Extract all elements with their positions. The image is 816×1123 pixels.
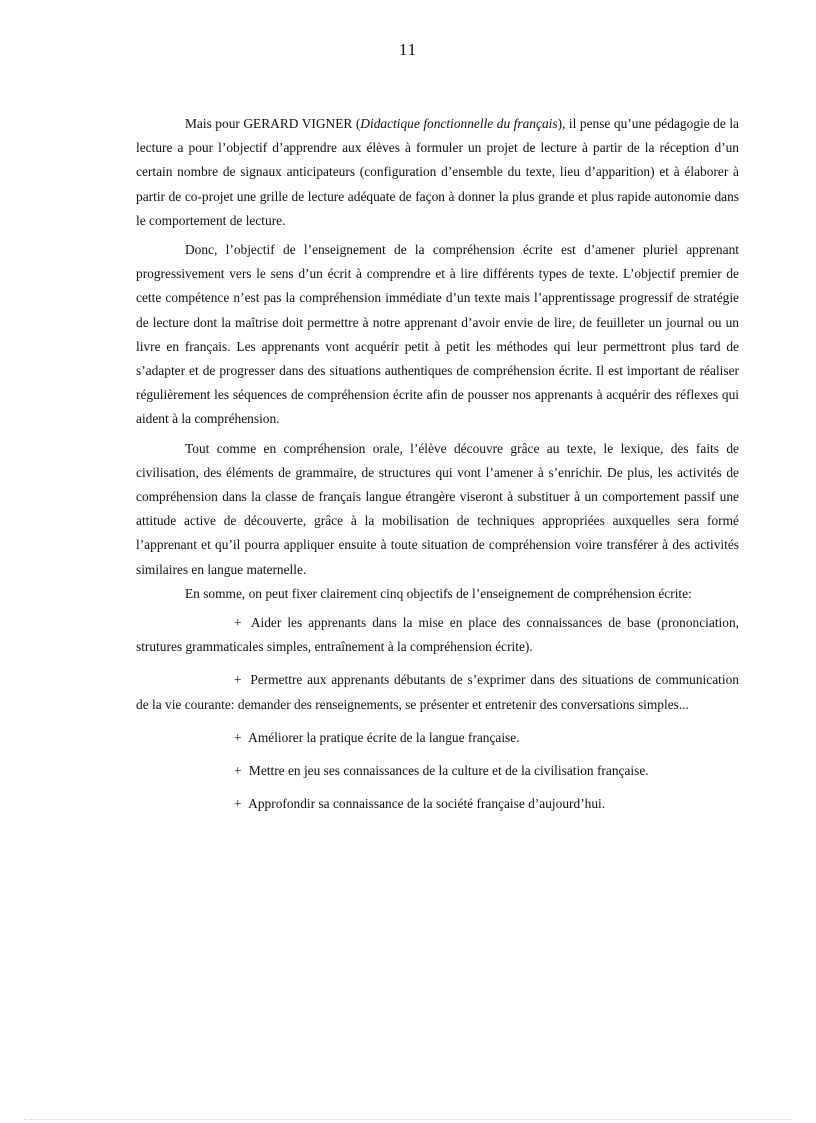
objective-text: Permettre aux apprenants débutants de s’exprimer dans des situations de communication de la vie courante: demander des renseignements, se présenter et entretenir des conversations simples...: [136, 672, 739, 712]
plus-marker: +: [234, 729, 242, 745]
objective-item: [136, 792, 739, 816]
paragraph-oral-comparison: Tout comme en compréhension orale, l’élève découvre grâce au texte, le lexique, des faits de civilisation, des éléments de grammaire, de structures qui vont l’amener à s’enrichir. De plus, les activités de compréhension dans la classe de français langue étrangère viseront à substituer à un comportement passif une attitude active de découverte, grâce à la mobilisation de techniques appropriées auxquelles sera formé l’apprenant et qu’il pourra appliquer ensuite à toute situation de compréhension voire transférer à des activités similaires en langue maternelle.: [136, 440, 739, 577]
objective-item: [136, 759, 739, 783]
page-bottom-divider: [24, 1119, 792, 1120]
paragraph-summary: En somme, on peut fixer clairement cinq objectifs de l’enseignement de compréhension écrite:: [185, 585, 692, 601]
objective-item: [136, 726, 739, 750]
objective-text: Approfondir sa connaissance de la société française d’aujourd’hui.: [248, 796, 606, 812]
objective-text: Améliorer la pratique écrite de la langue française.: [248, 729, 520, 745]
plus-marker: +: [234, 796, 242, 812]
plus-marker: +: [234, 763, 242, 779]
book-title: Didactique fonctionnelle du français: [360, 116, 558, 131]
objective-item: [136, 668, 739, 716]
paragraph-objective: Donc, l’objectif de l’enseignement de la compréhension écrite est d’amener pluriel apprenant progressivement vers le sens d’un écrit à comprendre et à lire différents types de texte. L’objectif premier de cette compétence n’est pas la compréhension immédiate d’un texte mais l’apprentissage progressif de stratégie de lecture dont la maîtrise doit permettre à notre apprenant d’avoir envie de lire, de feuilleter un journal ou un livre en français. Les apprenants vont acquérir petit à petit les méthodes qui leur permettront plus tard de s’adapter et de progresser dans des situations authentiques de compréhension écrite. Il est important de réaliser régulièrement les séquences de compréhension écrite afin de pousser nos apprenants à acquérir des réflexes qui aident à la compréhension.: [136, 242, 739, 427]
page-number: 11: [398, 40, 418, 59]
paragraph-vigner-post: ), il pense qu’une pédagogie de la lecture a pour l’objectif d’apprendre aux élèves à formuler un projet de lecture à partir de la réception d’un certain nombre de signaux anticipateurs (configuration d’ensemble du texte, lieu d’apparition) et à élaborer à partir de co-projet une grille de lecture adéquate de façon à donner la plus grande et plus rapide autonomie dans le comportement de lecture.: [136, 116, 739, 228]
objective-item: [136, 611, 739, 659]
objective-text: Mettre en jeu ses connaissances de la culture et de la civilisation française.: [248, 763, 649, 779]
body-text: [136, 112, 739, 825]
paragraph-vigner: [136, 112, 739, 233]
paragraph-vigner-pre: Mais pour GERARD VIGNER (: [185, 116, 361, 131]
plus-marker: +: [234, 615, 242, 631]
plus-marker: +: [234, 672, 242, 688]
objective-text: Aider les apprenants dans la mise en place des connaissances de base (prononciation, strutures grammaticales simples, entraînement à la compréhension écrite).: [136, 615, 739, 655]
